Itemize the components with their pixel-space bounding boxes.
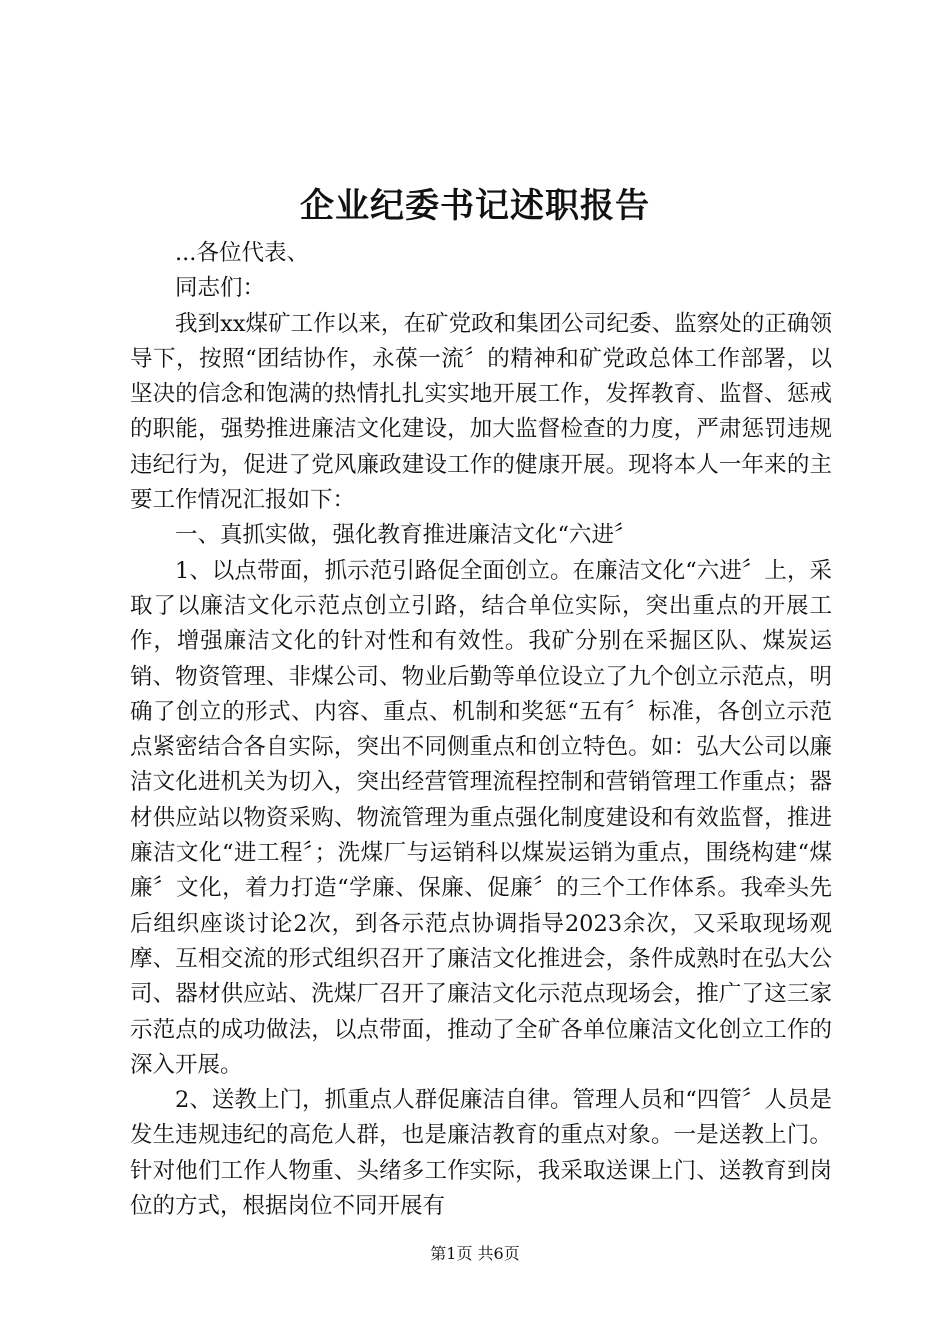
intro-paragraph: 我到xx煤矿工作以来，在矿党政和集团公司纪委、监察处的正确领导下，按照“团结协作，永葆一流〞的精神和矿党政总体工作部署，以坚决的信念和饱满的热情扎扎实实地开展工作，发挥教育、监督、惩戒的职能，强势推进廉洁文化建设，加大监督检查的力度，严肃惩罚违规违纪行为，促进了党风廉政建设工作的健康开展。现将本人一年来的主要工作情况汇报如下： [130,310,832,514]
body-paragraph: 2、送教上门，抓重点人群促廉洁自律。管理人员和“四管〞人员是发生违规违纪的高危人群，也是廉洁教育的重点对象。一是送教上门。针对他们工作人物重、头绪多工作实际，我采取送课上门、送教育到岗位的方式，根据岗位不同开展有 [130,1087,832,1220]
salutation-comrades: 同志们： [175,275,266,302]
salutation-representatives: ...各位代表、 [175,240,309,266]
document-title: 企业纪委书记述职报告 [300,186,650,226]
page-footer: 第1页 共6页 [430,1244,520,1263]
document-body [130,236,832,1224]
section-heading: 一、真抓实做，强化教育推进廉洁文化“六进〞 [175,522,637,549]
body-paragraph: 1、以点带面，抓示范引路促全面创立。在廉洁文化“六进〞上，采取了以廉洁文化示范点创立引路，结合单位实际，突出重点的开展工作，增强廉洁文化的针对性和有效性。我矿分别在采掘区队、煤炭运销、物资管理、非煤公司、物业后勤等单位设立了九个创立示范点，明确了创立的形式、内容、重点、机制和奖惩“五有〞标准，各创立示范点紧密结合各自实际，突出不同侧重点和创立特色。如：弘大公司以廉洁文化进机关为切入，突出经营管理流程控制和营销管理工作重点；器材供应站以物资采购、物流管理为重点强化制度建设和有效监督，推进廉洁文化“进工程〞；洗煤厂与运销科以煤炭运销为重点，围绕构建“煤廉〞文化，着力打造“学廉、保廉、促廉〞的三个工作体系。我牵头先后组织座谈讨论2次，到各示范点协调指导2023余次，又采取现场观摩、互相交流的形式组织召开了廉洁文化推进会，条件成熟时在弘大公司、器材供应站、洗煤厂召开了廉洁文化示范点现场会，推广了这三家示范点的成功做法，以点带面，推动了全矿各单位廉洁文化创立工作的深入开展。 [130,557,832,1078]
